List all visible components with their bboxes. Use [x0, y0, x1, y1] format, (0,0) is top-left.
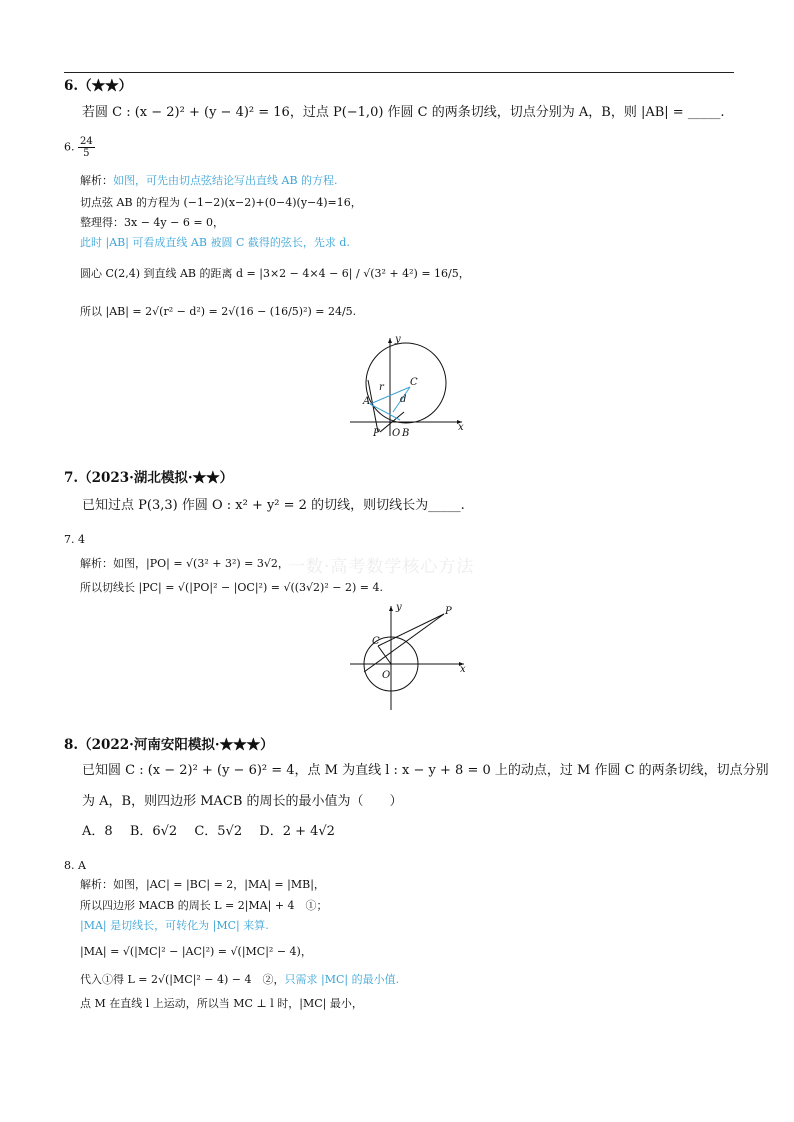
p7-solution-line-1: 解析：如图，|PO| = √(3² + 3²) = 3√2，: [80, 557, 289, 570]
label-p: P: [445, 606, 452, 617]
label-r: r: [379, 382, 384, 393]
p6-solution-line-6: 所以 |AB| = 2√(r² − d²) = 2√(16 − (16/5)²) = 24/5.: [80, 305, 357, 318]
p8-solution-line-2: 所以四边形 MACB 的周长 L = 2|MA| + 4 ①；: [80, 899, 328, 912]
option-a: A．8: [82, 824, 113, 839]
label-b: B: [402, 428, 410, 439]
label-o: O: [382, 670, 391, 681]
option-c: C．5√2: [194, 824, 243, 839]
answer-number: 6.: [64, 140, 75, 154]
label-c: C: [410, 377, 418, 388]
problem-6-header: 6.（★★）: [64, 78, 133, 94]
top-rule: [64, 72, 734, 73]
frac-denominator: 5: [83, 148, 90, 159]
p8-solution-line-4: |MA| = √(|MC|² − |AC|²) = √(|MC|² − 4)，: [80, 945, 312, 958]
figure-problem-6: [340, 332, 470, 440]
p6-solution-line-4: 此时 |AB| 可看成直线 AB 被圆 C 截得的弦长，先求 d.: [80, 236, 350, 249]
problem-8-question-line-1: 已知圆 C : (x − 2)² + (y − 6)² = 4，点 M 为直线 l : x − y + 8 = 0 上的动点，过 M 作圆 C 的两条切线，切点分别: [82, 763, 769, 778]
label-p: P: [373, 428, 380, 439]
problem-7-answer: 7. 4: [64, 533, 85, 546]
p6-solution-line-5: 圆心 C(2,4) 到直线 AB 的距离 d = |3×2 − 4×4 − 6| / √(3² + 4²) = 16/5，: [80, 267, 470, 280]
frac-numerator: 24: [80, 136, 93, 147]
problem-8-header: 8.（2022·河南安阳模拟·★★★）: [64, 737, 274, 753]
p6-solution-line-3: 整理得：3x − 4y − 6 = 0，: [80, 216, 225, 229]
p8-solution-line-3: |MA| 是切线长，可转化为 |MC| 来算.: [80, 919, 269, 932]
label-x: x: [460, 664, 466, 675]
problem-8-options: [82, 824, 335, 840]
solution-text: 代入①得 L = 2√(|MC|² − 4) − 4 ②，: [80, 973, 285, 986]
label-c: C: [372, 636, 380, 647]
p8-solution-line-5: [80, 972, 399, 988]
problem-7-header: 7.（2023·湖北模拟·★★）: [64, 470, 234, 486]
option-b: B．6√2: [129, 824, 178, 839]
problem-8-question-line-2: 为 A，B，则四边形 MACB 的周长的最小值为（ ）: [82, 794, 403, 809]
label-y: y: [396, 602, 402, 613]
radius-oc: [378, 646, 391, 664]
p8-solution-line-6: 点 M 在直线 l 上运动，所以当 MC ⊥ l 时，|MC| 最小，: [80, 997, 363, 1010]
problem-6-question: 若圆 C : (x − 2)² + (y − 4)² = 16，过点 P(−1,0) 作圆 C 的两条切线，切点分别为 A，B，则 |AB| = _____.: [82, 105, 725, 120]
p8-solution-line-1: 解析：如图，|AC| = |BC| = 2，|MA| = |MB|，: [80, 878, 325, 891]
answer-fraction: [78, 136, 95, 159]
label-d: d: [400, 394, 407, 405]
option-d: D．2 + 4√2: [259, 824, 335, 839]
watermark: 一数·高考数学核心方法: [288, 557, 475, 577]
problem-7-question: 已知过点 P(3,3) 作圆 O : x² + y² = 2 的切线，则切线长为_____.: [82, 498, 465, 513]
solution-text: 解析：: [80, 174, 113, 187]
y-arrow-icon: [388, 338, 392, 343]
circle-c: [366, 343, 446, 423]
solution-hint: 只需求 |MC| 的最小值.: [284, 973, 400, 986]
label-a: A: [363, 396, 371, 407]
p6-solution-line-1: [80, 173, 338, 189]
label-o: O: [392, 428, 401, 439]
p7-solution-line-2: 所以切线长 |PC| = √(|PO|² − |OC|²) = √((3√2)² − 2) = 4.: [80, 581, 383, 594]
label-x: x: [458, 422, 464, 433]
problem-6-answer: [64, 136, 95, 159]
tangent-pc: [378, 614, 444, 646]
p6-solution-line-2: 切点弦 AB 的方程为 (−1−2)(x−2)+(0−4)(y−4)=16，: [80, 196, 362, 209]
figure-problem-7: [344, 602, 470, 712]
label-y: y: [395, 334, 401, 345]
solution-hint: 如图，可先由切点弦结论写出直线 AB 的方程.: [113, 174, 338, 187]
problem-8-answer: 8. A: [64, 859, 86, 872]
y-arrow-icon: [389, 606, 393, 611]
